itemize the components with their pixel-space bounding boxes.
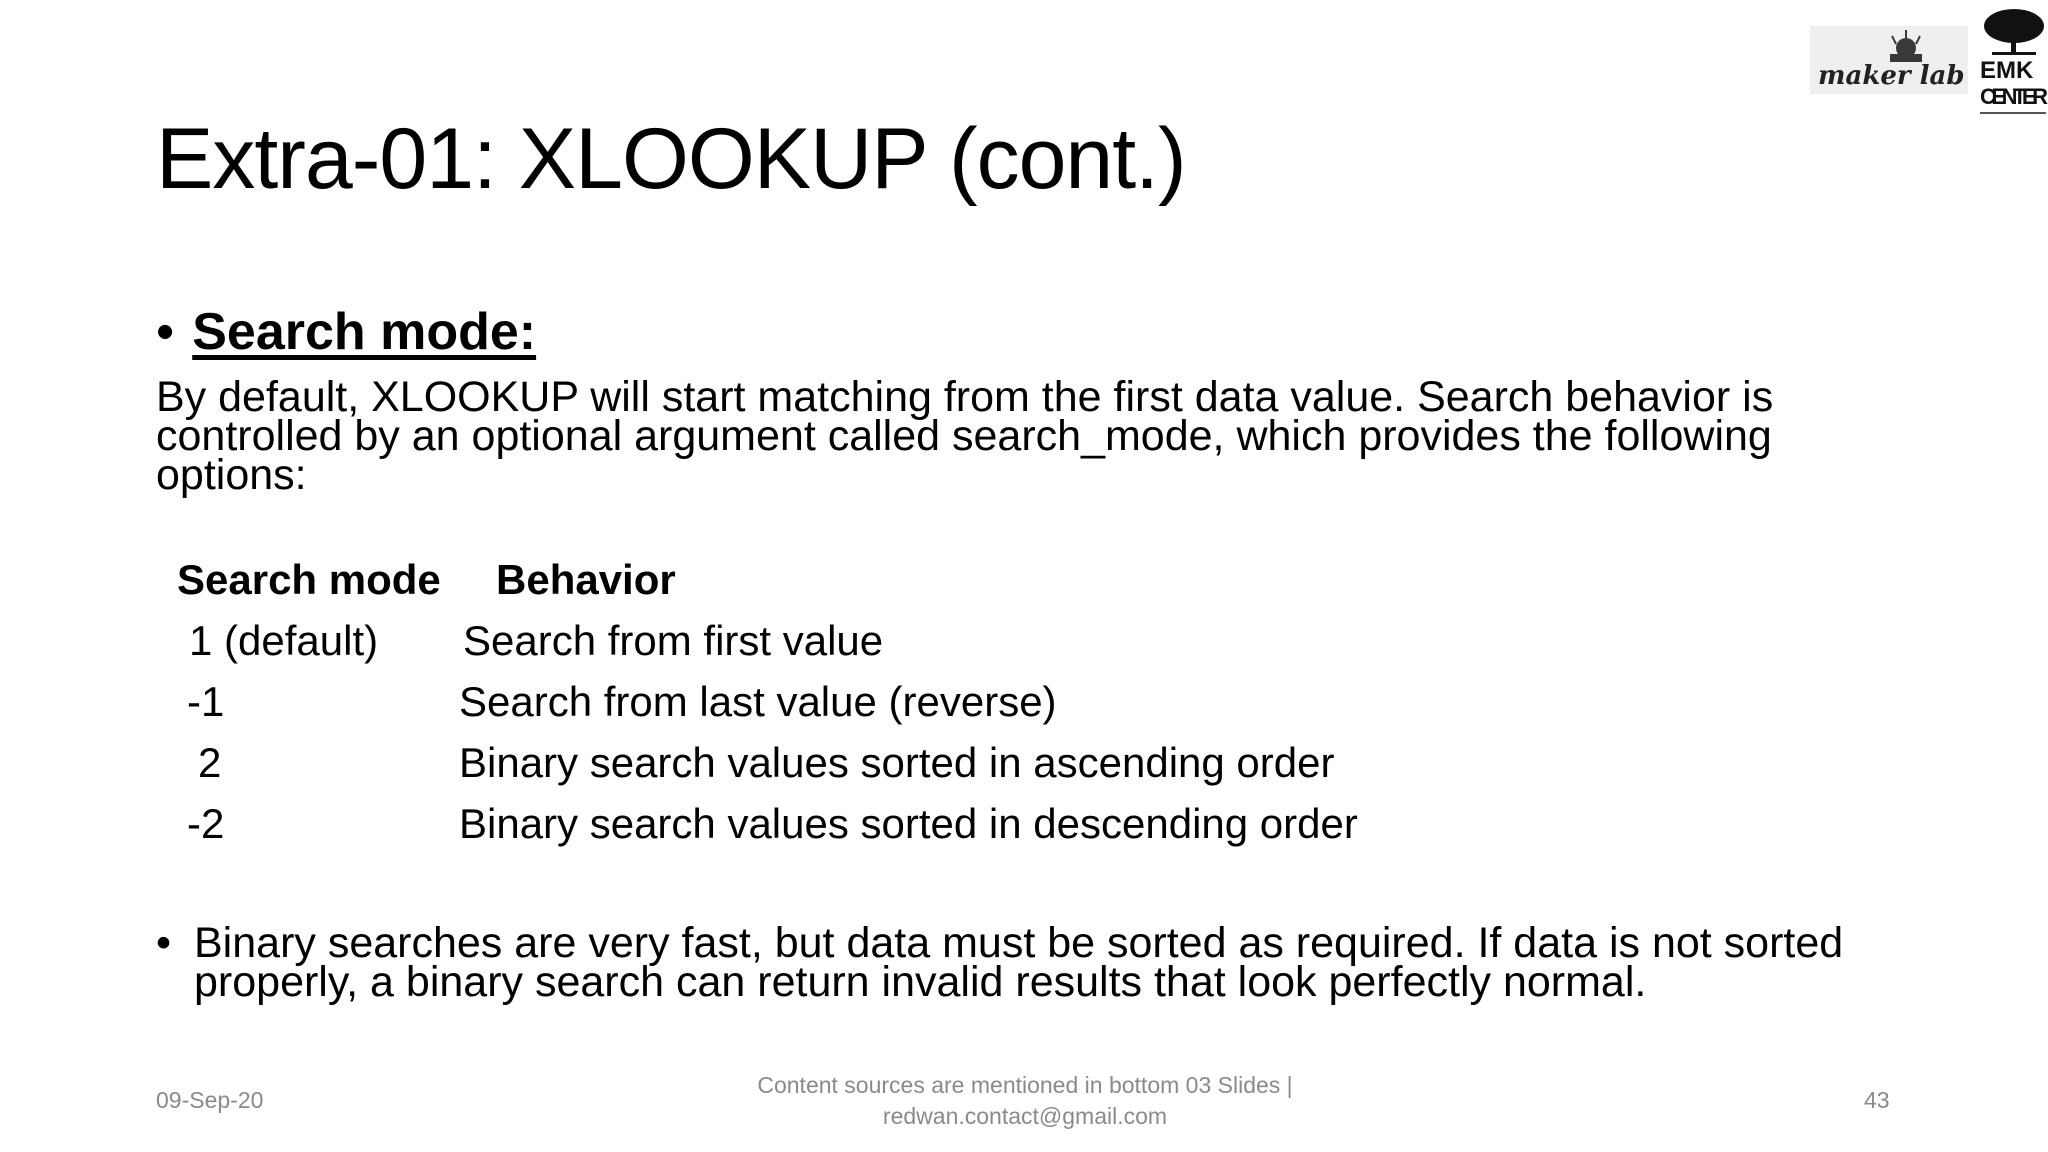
makerlab-logo: [1810, 26, 1968, 94]
slide-title: Extra-01: XLOOKUP (cont.): [156, 111, 1186, 207]
section-heading-text: Search mode:: [192, 303, 537, 361]
footer-source: [700, 1070, 1350, 1132]
emk-center-logo: [1978, 6, 2048, 118]
intro-line: By default, XLOOKUP will start matching from the first data value. Search behavior is: [156, 373, 1774, 421]
intro-paragraph: [156, 373, 1856, 499]
table-cell-behavior: Search from first value: [463, 617, 884, 664]
table-cell-behavior: Binary search values sorted in ascending order: [459, 739, 1335, 786]
makerlab-logo-graphic: [1810, 26, 1968, 94]
makerlab-wordmark: maker lab: [1818, 61, 1965, 91]
bullet-icon: •: [156, 303, 175, 361]
emk-label: EMK: [1980, 57, 2034, 84]
table-cell-mode: -2: [187, 800, 225, 847]
note-line: properly, a binary search can return invalid results that look perfectly normal.: [194, 958, 1647, 1006]
footer-source-email: redwan.contact@gmail.com: [882, 1103, 1168, 1129]
footer-source-line: Content sources are mentioned in bottom 03 Slides |: [757, 1072, 1293, 1098]
note-line: Binary searches are very fast, but data must be sorted as required. If data is not sorted: [194, 919, 1844, 967]
page-number: 43: [1864, 1087, 1890, 1113]
table-cell-mode: 1 (default): [189, 617, 379, 664]
emk-center-logo-graphic: [1978, 6, 2048, 118]
table-cell-behavior: Binary search values sorted in descending order: [459, 800, 1358, 847]
table-cell-mode: -1: [187, 678, 225, 725]
table-cell-behavior: Search from last value (reverse): [459, 678, 1057, 725]
intro-line: options:: [156, 451, 307, 499]
footer-date: 09-Sep-20: [156, 1087, 264, 1113]
center-label: CENTER: [1980, 84, 2048, 109]
intro-line: controlled by an optional argument called search_mode, which provides the following: [156, 412, 1772, 460]
table-cell-mode: 2: [198, 739, 222, 786]
table-header-behavior: Behavior: [496, 556, 676, 603]
table-header-search-mode: Search mode: [177, 556, 441, 603]
section-heading: [156, 302, 536, 362]
binary-search-note: [156, 919, 1956, 1006]
bullet-icon: •: [156, 919, 172, 967]
